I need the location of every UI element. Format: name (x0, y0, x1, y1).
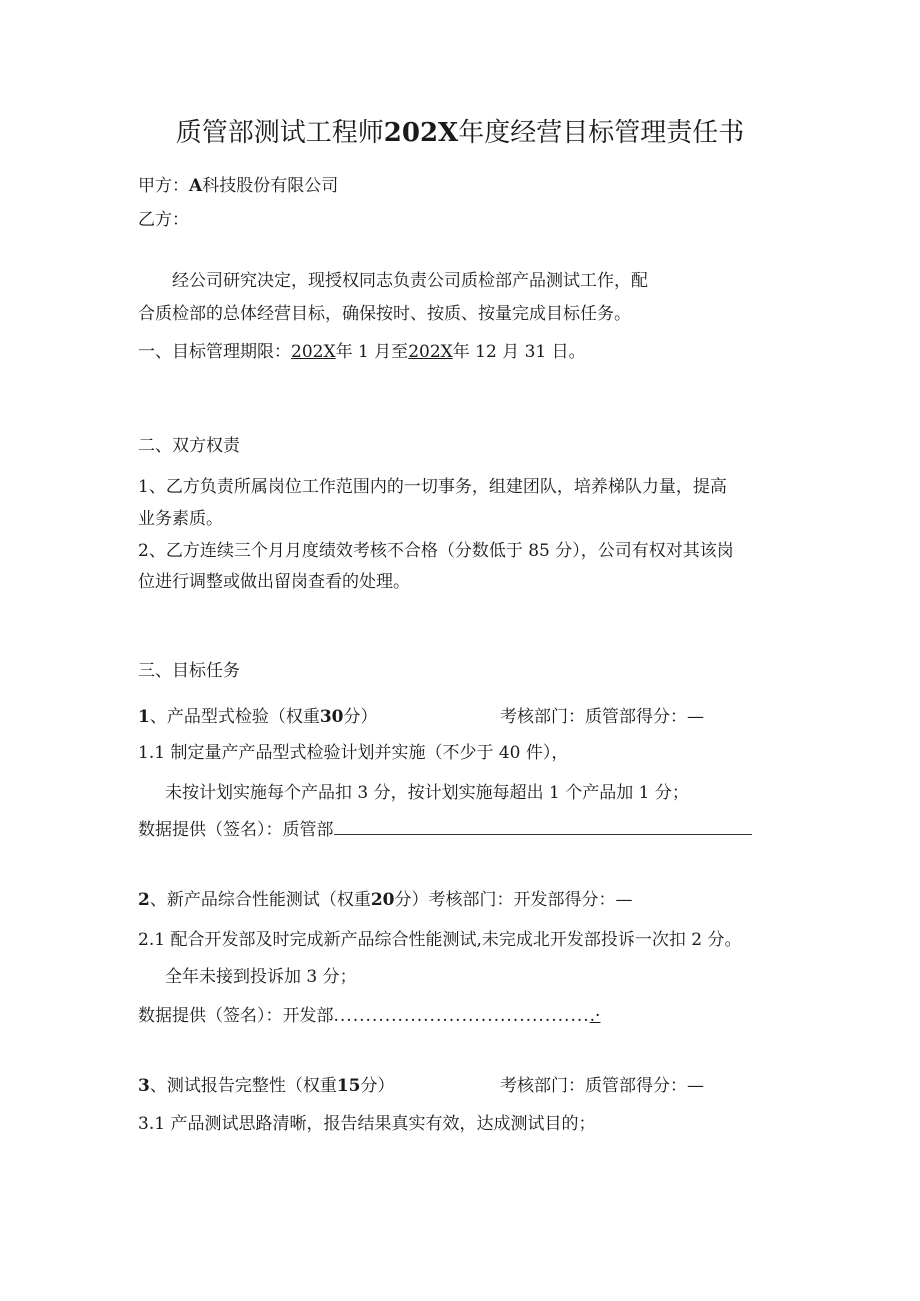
task-3-heading: 3、测试报告完整性（权重15分） (138, 1076, 395, 1096)
intro-line-1: 经公司研究决定，现授权同志负责公司质检部产品测试工作，配 (172, 271, 648, 291)
intro-line-2: 合质检部的总体经营目标，确保按时、按质、按量完成目标任务。 (138, 304, 631, 324)
task-2-heading: 2、新产品综合性能测试（权重20分）考核部门：开发部得分：— (138, 890, 633, 910)
party-a-line: 甲方：A科技股份有限公司 (138, 176, 339, 196)
section-3-heading: 三、目标任务 (138, 661, 240, 681)
section-2-heading: 二、双方权责 (138, 436, 240, 456)
task-3-department: 考核部门：质管部得分：— (500, 1076, 704, 1096)
rights-item-2-line-2: 位进行调整或做出留岗查看的处理。 (138, 572, 410, 592)
task-2-sub-1: 2.1 配合开发部及时完成新产品综合性能测试,未完成北开发部投诉一次扣 2 分。 (138, 930, 742, 950)
rights-item-2-line-1: 2、乙方连续三个月月度绩效考核不合格（分数低于 85 分），公司有权对其该岗 (138, 541, 734, 561)
party-b-line: 乙方： (138, 210, 189, 230)
task-1-sub-2: 未按计划实施每个产品扣 3 分，按计划实施每超出 1 个产品加 1 分； (165, 783, 689, 803)
document-title: 质管部测试工程师202X年度经营目标管理责任书 (175, 118, 745, 148)
rights-item-1-line-2: 业务素质。 (138, 509, 223, 529)
task-3-sub-1: 3.1 产品测试思路清晰，报告结果真实有效，达成测试目的； (138, 1114, 596, 1134)
signature-line (334, 818, 752, 835)
task-2-sub-2: 全年未接到投诉加 3 分； (165, 967, 357, 987)
period-line: 一、目标管理期限：202X年 1 月至202X年 12 月 31 日。 (138, 342, 586, 362)
task-1-sub-1: 1.1 制定量产产品型式检验计划并实施（不少于 40 件）， (138, 743, 569, 763)
task-1-department: 考核部门：质管部得分：— (500, 707, 704, 727)
task-1-data-signature: 数据提供（签名）：质管部 (138, 818, 752, 842)
rights-item-1-line-1: 1、乙方负责所属岗位工作范围内的一切事务，组建团队，培养梯队力量，提高 (138, 477, 727, 497)
task-1-heading: 1、产品型式检验（权重30分） (138, 707, 378, 727)
task-2-data-signature: 数据提供（签名）：开发部.........................................· (138, 1006, 601, 1026)
